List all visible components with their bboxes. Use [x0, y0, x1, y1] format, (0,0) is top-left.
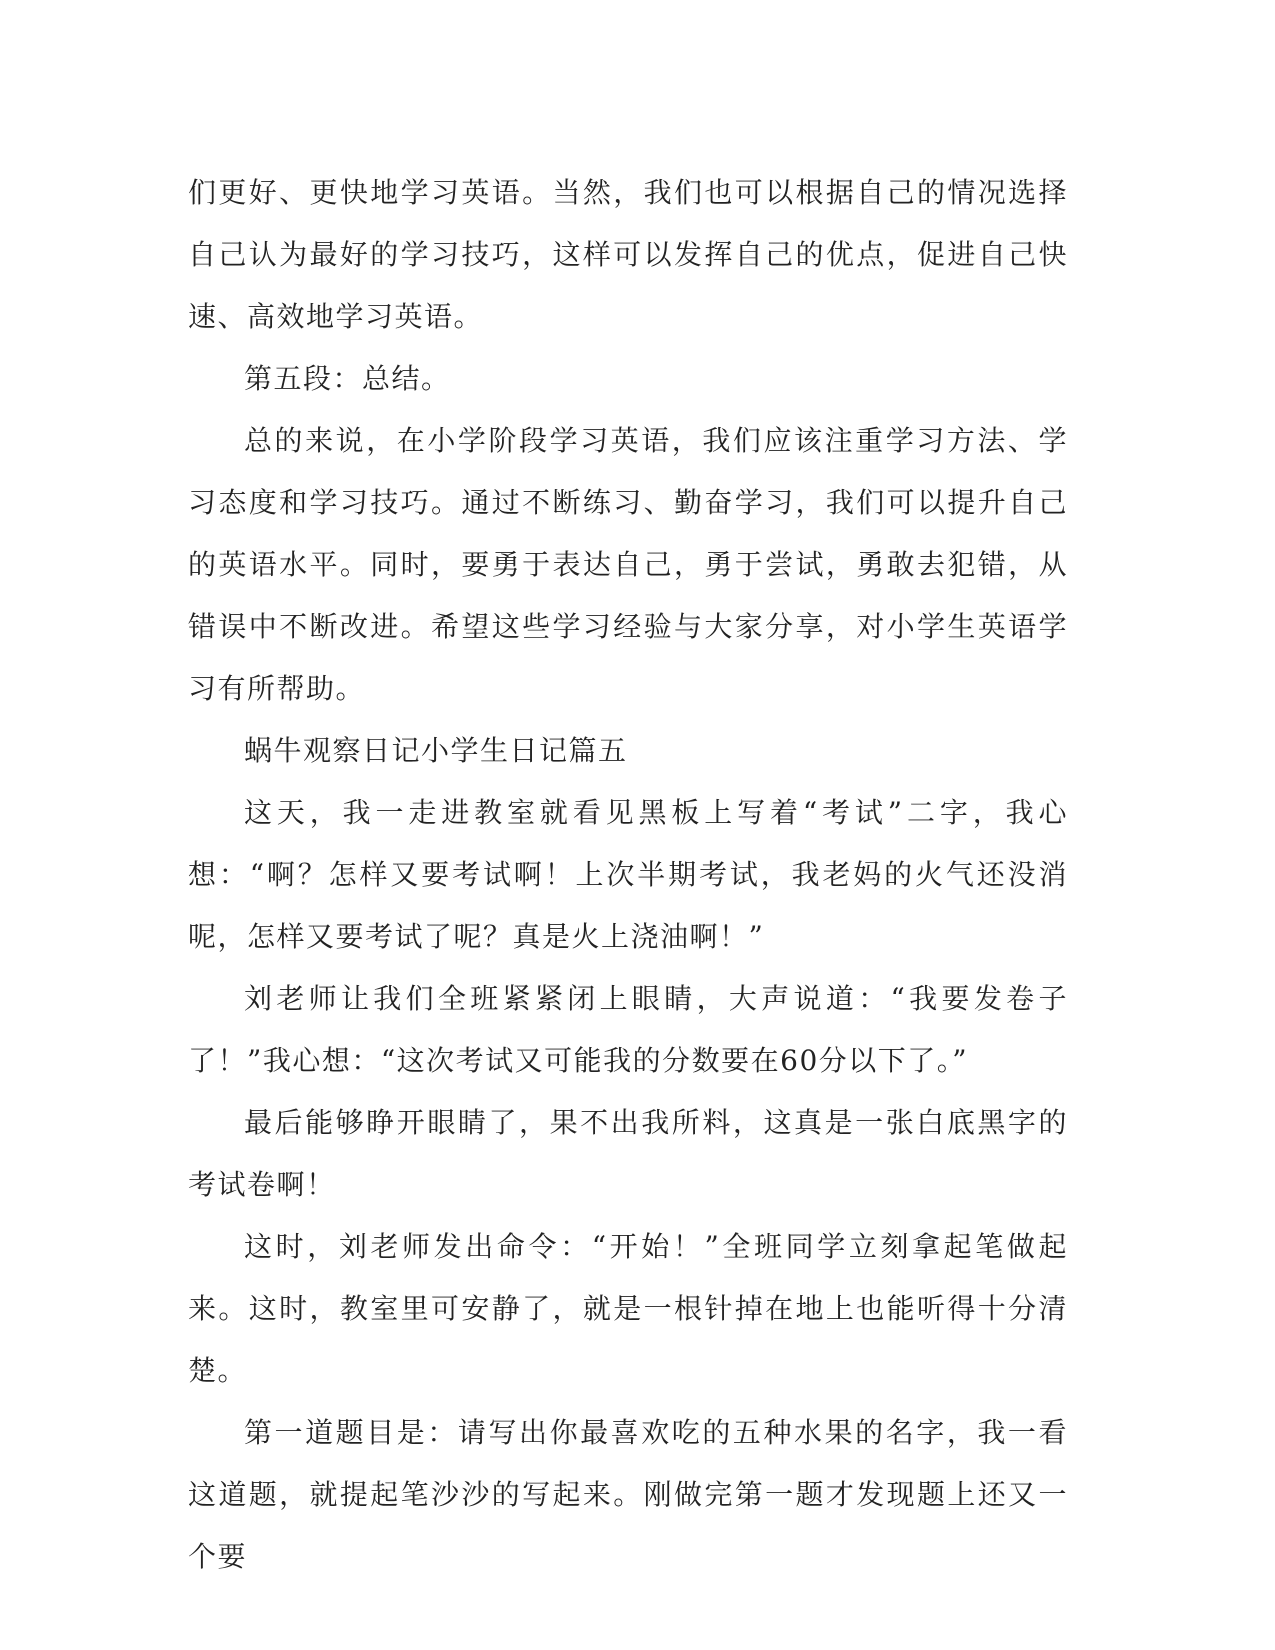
paragraph: 刘老师让我们全班紧紧闭上眼睛，大声说道：“我要发卷子了！”我心想：“这次考试又可能我的分数要在60分以下了。” [188, 982, 1068, 1077]
paragraph: 这天，我一走进教室就看见黑板上写着“考试”二字，我心想：“啊？怎样又要考试啊！上次半期考试，我老妈的火气还没消呢，怎样又要考试了呢？真是火上浇油啊！” [188, 796, 1068, 953]
paragraph: 最后能够睁开眼睛了，果不出我所料，这真是一张白底黑字的考试卷啊！ [188, 1106, 1068, 1201]
paragraph-continued: 们更好、更快地学习英语。当然，我们也可以根据自己的情况选择自己认为最好的学习技巧，这样可以发挥自己的优点，促进自己快速、高效地学习英语。 [188, 176, 1068, 333]
paragraph: 这时，刘老师发出命令：“开始！”全班同学立刻拿起笔做起来。这时，教室里可安静了，就是一根针掉在地上也能听得十分清楚。 [188, 1230, 1068, 1387]
article-title: 蜗牛观察日记小学生日记篇五 [244, 734, 628, 767]
paragraph-summary: 总的来说，在小学阶段学习英语，我们应该注重学习方法、学习态度和学习技巧。通过不断练习、勤奋学习，我们可以提升自己的英语水平。同时，要勇于表达自己，勇于尝试，勇敢去犯错，从错误中不断改进。希望这些学习经验与大家分享，对小学生英语学习有所帮助。 [188, 424, 1068, 705]
section-heading-summary: 第五段：总结。 [244, 362, 451, 395]
paragraph: 第一道题目是：请写出你最喜欢吃的五种水果的名字，我一看这道题，就提起笔沙沙的写起来。刚做完第一题才发现题上还又一个要 [188, 1416, 1068, 1573]
document-body [188, 162, 1068, 1588]
